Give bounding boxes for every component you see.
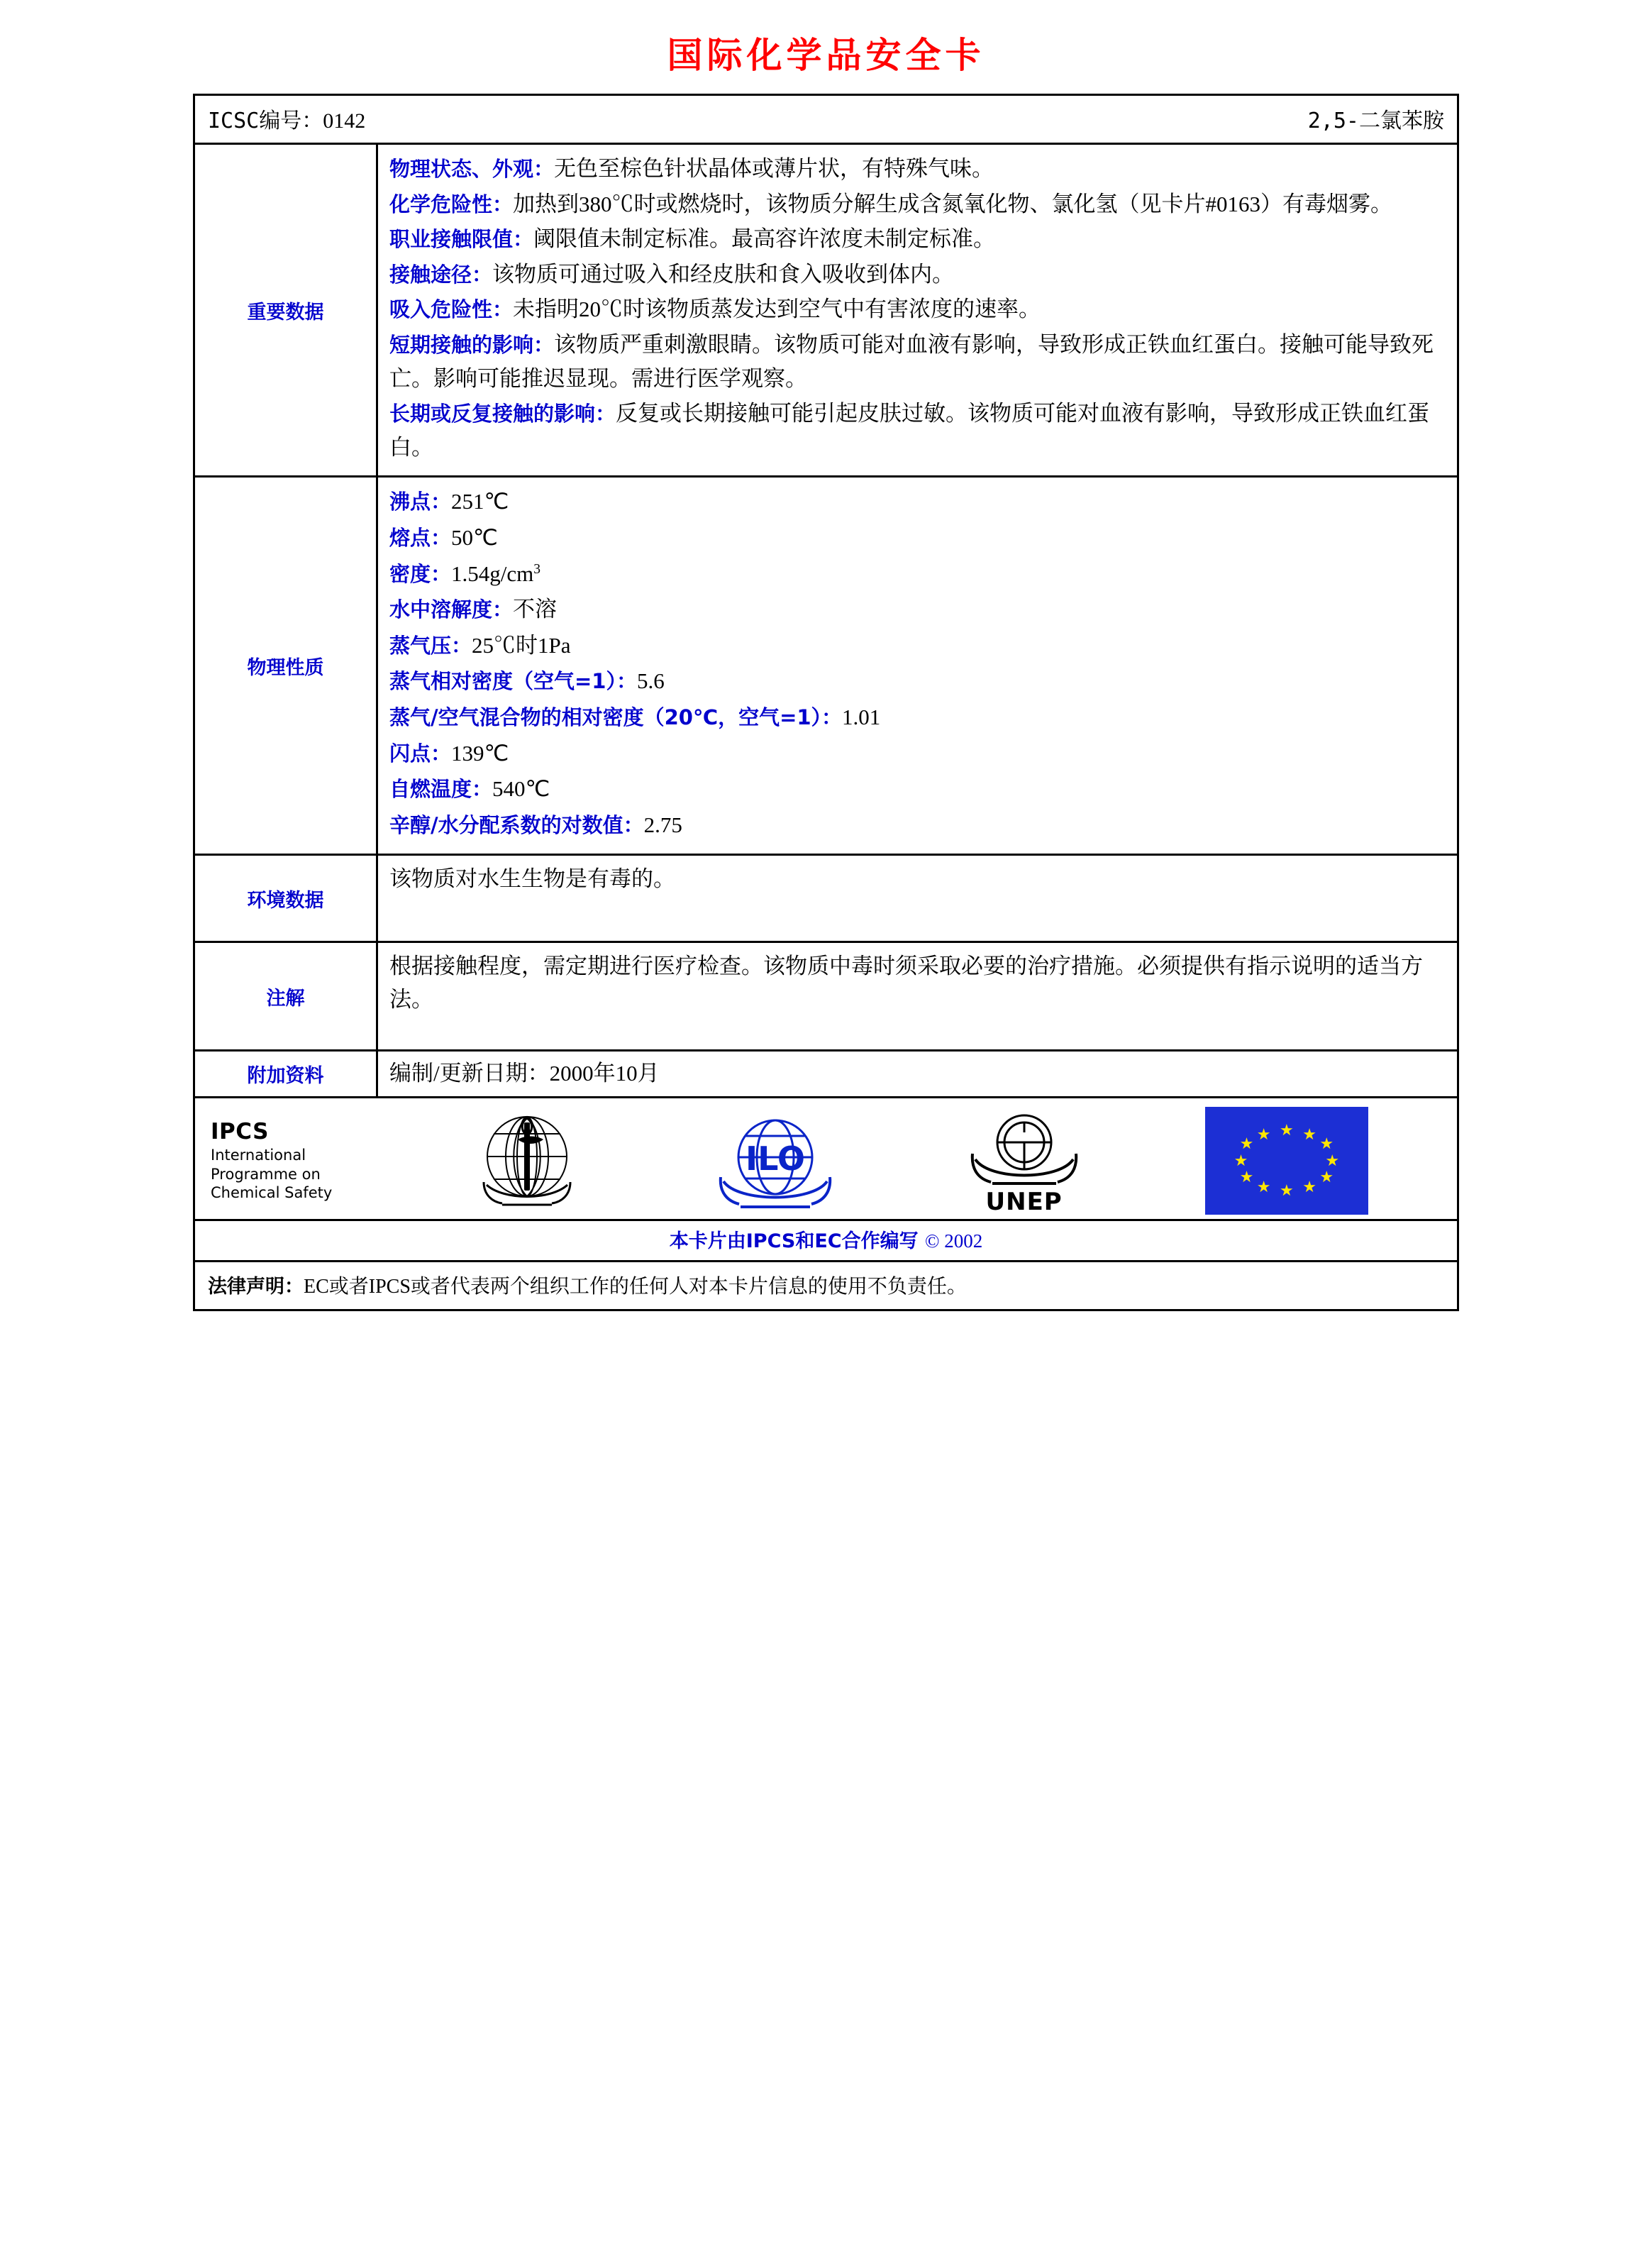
entry-term: 接触途径： [389,262,493,287]
footer-credit [195,1221,1457,1262]
property-relative-vapour-density [389,664,1446,698]
property-melting-point [389,521,1446,555]
copyright-text: © 2002 [925,1230,983,1252]
unep-label: UNEP [985,1187,1063,1216]
property-value: 5.6 [636,668,665,694]
entry-text: 加热到380℃时或燃烧时，该物质分解生成含氮氧化物、氯化氢（见卡片#0163）有毒烟雾。 [513,191,1393,216]
section-content-additional-info: 编制/更新日期：2000年10月 [389,1061,660,1086]
entry-term: 职业接触限值： [389,227,534,252]
entry-physical-state [389,152,1446,186]
section-label-notes: 注解 [195,943,378,1049]
property-value: 1.01 [842,704,881,729]
property-value: 25℃时1Pa [472,632,571,658]
property-logpow [389,808,1446,842]
property-term: 水中溶解度： [389,597,514,622]
section-additional-info [195,1052,1457,1098]
property-value: 不溶 [513,597,558,622]
property-boiling-point [389,485,1446,519]
section-label-additional-info: 附加资料 [195,1052,378,1096]
property-term: 闪点： [389,741,452,766]
property-term: 沸点： [389,490,452,514]
entry-term: 吸入危险性： [389,297,514,322]
ipcs-name-line-3: Chemical Safety [211,1183,333,1201]
property-term: 蒸气压： [389,633,472,658]
section-label-physical-properties: 物理性质 [195,478,378,854]
svg-text:ILO: ILO [745,1139,806,1178]
entry-short-term-effects [389,328,1446,395]
property-vapour-air-mixture-density [389,700,1446,734]
section-content-important-data [378,145,1457,475]
entry-term: 长期或反复接触的影响： [389,402,616,426]
property-value: 50℃ [451,524,498,550]
property-flash-point [389,736,1446,771]
entry-inhalation-risk [389,292,1446,326]
property-vapour-pressure [389,629,1446,663]
who-logo [467,1105,587,1215]
icsc-number-label: ICSC编号： [208,109,323,133]
section-environmental-data [195,856,1457,943]
page-title: 国际化学品安全卡 [667,35,985,76]
property-value: 2.75 [643,812,682,837]
eu-flag [1205,1107,1368,1215]
property-term: 蒸气相对密度（空气=1）： [389,669,637,694]
legal-text: EC或者IPCS或者代表两个组织工作的任何人对本卡片信息的使用不负责任。 [304,1275,967,1298]
section-content-physical-properties [378,478,1457,854]
entry-term: 化学危险性： [389,192,514,216]
section-important-data [195,145,1457,478]
footer-legal [195,1262,1457,1309]
ipcs-name-line-2: Programme on [211,1165,321,1183]
icsc-card [193,94,1459,1311]
property-density [389,557,1446,591]
section-notes [195,943,1457,1052]
property-value-superscript: 3 [533,561,541,577]
property-term: 辛醇/水分配系数的对数值： [389,812,644,837]
property-term: 熔点： [389,525,452,550]
property-value: 540℃ [492,776,550,802]
unep-logo [964,1105,1085,1216]
entry-chemical-hazards [389,187,1446,221]
property-value: 1.54g/cm [451,561,534,586]
property-term: 密度： [389,561,452,586]
entry-text: 该物质可通过吸入和经皮肤和食入吸收到体内。 [492,261,955,287]
property-value: 139℃ [451,740,509,766]
entry-text: 该物质严重刺激眼睛。该物质可能对血液有影响，导致形成正铁血红蛋白。接触可能导致死亡。影响可能推迟显现。需进行医学观察。 [389,331,1434,391]
eu-flag-rect: ★ ★ ★ ★ ★ ★ ★ ★ ★ ★ ★ ★ [1205,1107,1368,1215]
icsc-number-value: 0142 [323,109,366,133]
chemical-name: 2,5-二氯苯胺 [1307,109,1444,133]
icsc-number-block [208,103,365,134]
property-auto-ignition-temperature [389,772,1446,806]
card-header [195,96,1457,145]
entry-routes-of-exposure [389,258,1446,292]
entry-term: 物理状态、外观： [389,157,555,181]
ipcs-block [195,1119,378,1202]
credit-text: 本卡片由IPCS和EC合作编写 [669,1230,919,1252]
entry-text: 反复或长期接触可能引起皮肤过敏。该物质可能对血液有影响，导致形成正铁血红蛋白。 [389,401,1430,460]
section-label-important-data: 重要数据 [195,145,378,475]
entry-exposure-limits [389,222,1446,256]
entry-text: 阈限值未制定标准。最高容许浓度未制定标准。 [533,226,996,252]
ipcs-name-line-1: International [211,1147,306,1164]
property-term: 自燃温度： [389,777,493,802]
entry-term: 短期接触的影响： [389,332,555,357]
property-value: 251℃ [451,489,509,514]
logo-strip [378,1105,1457,1216]
section-physical-properties [195,478,1457,856]
section-content-notes: 根据接触程度，需定期进行医疗检查。该物质中毒时须采取必要的治疗措施。必须提供有指示说明的适当方法。 [389,954,1423,1012]
entry-long-term-effects [389,397,1446,464]
ilo-logo [708,1108,843,1214]
property-water-solubility [389,592,1446,627]
ipcs-full-name [211,1146,378,1202]
legal-label: 法律声明： [208,1275,304,1298]
section-label-environmental-data: 环境数据 [195,856,378,941]
entry-text: 无色至棕色针状晶体或薄片状，有特殊气味。 [554,156,994,181]
entry-text: 未指明20℃时该物质蒸发达到空气中有害浓度的速率。 [513,297,1041,322]
property-term: 蒸气/空气混合物的相对密度（20℃，空气=1）： [389,705,843,729]
section-content-environmental-data: 该物质对水生生物是有毒的。 [389,866,675,892]
footer-logos-row [195,1098,1457,1221]
ipcs-acronym: IPCS [211,1119,269,1145]
